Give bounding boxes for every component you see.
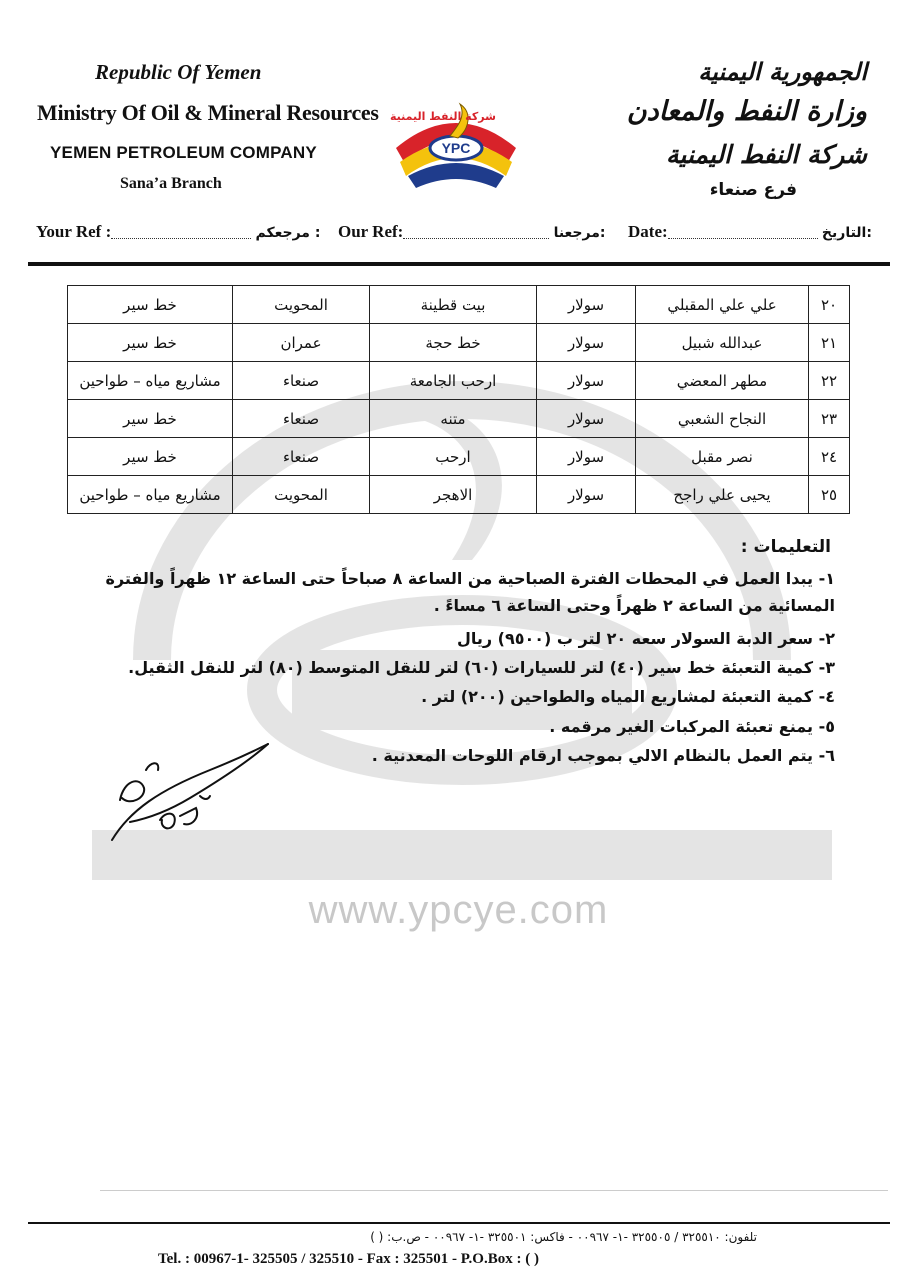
cell-place: خط حجة bbox=[370, 324, 537, 362]
cell-place: ارحب الجامعة bbox=[370, 362, 537, 400]
cell-name: مطهر المعضي bbox=[636, 362, 809, 400]
your-ref bbox=[36, 222, 320, 242]
header-company-ar: شركة النفط اليمنية bbox=[666, 140, 867, 169]
cell-name: عبدالله شبيل bbox=[636, 324, 809, 362]
header-republic-ar: الجمهورية اليمنية bbox=[698, 58, 867, 86]
cell-category: خط سير bbox=[68, 400, 233, 438]
cell-num: ٢٣ bbox=[809, 400, 850, 438]
cell-gov: صنعاء bbox=[233, 438, 370, 476]
header-company-en: YEMEN PETROLEUM COMPANY bbox=[50, 143, 317, 162]
cell-fuel: سولار bbox=[537, 286, 636, 324]
cell-num: ٢٤ bbox=[809, 438, 850, 476]
instruction-6: ٦- يتم العمل بالنظام الالي بموجب ارقام اللوحات المعدنية . bbox=[371, 746, 835, 765]
instructions-title: التعليمات : bbox=[740, 537, 831, 557]
table-row bbox=[68, 438, 850, 476]
logo-arabic-text: شركة النفط اليمنية bbox=[390, 110, 496, 123]
table-row bbox=[68, 476, 850, 514]
instruction-5: ٥- يمنع تعبئة المركبات الغير مرقمه . bbox=[549, 717, 835, 736]
cell-gov: صنعاء bbox=[233, 362, 370, 400]
cell-place: بيت قطينة bbox=[370, 286, 537, 324]
footer-contact-en: Tel. : 00967-1- 325505 / 325510 - Fax : 325501 - P.O.Box : ( ) bbox=[158, 1251, 539, 1267]
signature bbox=[100, 740, 280, 850]
table-row bbox=[68, 400, 850, 438]
footer-rule bbox=[28, 1222, 890, 1224]
instruction-2: ٢- سعر الدبة السولار سعه ٢٠ لتر ب (٩٥٠٠) ريال bbox=[456, 629, 835, 648]
cell-category: خط سير bbox=[68, 324, 233, 362]
date-label: Date: bbox=[628, 222, 668, 241]
table-row bbox=[68, 362, 850, 400]
cell-num: ٢٥ bbox=[809, 476, 850, 514]
our-ref-label: Our Ref: bbox=[338, 222, 404, 241]
cell-gov: صنعاء bbox=[233, 400, 370, 438]
table-row bbox=[68, 286, 850, 324]
cell-name: النجاح الشعبي bbox=[636, 400, 809, 438]
cell-fuel: سولار bbox=[537, 324, 636, 362]
instruction-4: ٤- كمية التعبئة لمشاريع المياه والطواحين (٢٠٠) لتر . bbox=[421, 687, 835, 706]
cell-name: يحيى علي راجح bbox=[636, 476, 809, 514]
your-ref-label-ar: مرجعكم : bbox=[255, 225, 321, 241]
date-ref bbox=[628, 222, 872, 242]
cell-place: متنه bbox=[370, 400, 537, 438]
footer-contact-ar: تلفون: ٣٢٥٥١٠ / ٣٢٥٥٠٥ -١- ٠٠٩٦٧ - فاكس: ٣٢٥٥٠١ -١- ٠٠٩٦٧ - ص.ب: ( ) bbox=[370, 1230, 757, 1244]
header-republic-en: Republic Of Yemen bbox=[95, 60, 262, 84]
cell-category: خط سير bbox=[68, 438, 233, 476]
cell-place: ارحب bbox=[370, 438, 537, 476]
header-branch-en: Sana’a Branch bbox=[120, 175, 222, 192]
cell-category: مشاريع مياه – طواحين bbox=[68, 362, 233, 400]
cell-gov: المحويت bbox=[233, 476, 370, 514]
cell-place: الاهجر bbox=[370, 476, 537, 514]
cell-fuel: سولار bbox=[537, 438, 636, 476]
our-ref-label-ar: مرجعنا: bbox=[553, 225, 606, 241]
header-rule bbox=[28, 262, 890, 266]
cell-name: علي علي المقبلي bbox=[636, 286, 809, 324]
cell-num: ٢١ bbox=[809, 324, 850, 362]
header-ministry-en: Ministry Of Oil & Mineral Resources bbox=[37, 100, 379, 125]
cell-num: ٢٠ bbox=[809, 286, 850, 324]
cell-category: خط سير bbox=[68, 286, 233, 324]
footer-faint-rule bbox=[100, 1190, 888, 1191]
cell-fuel: سولار bbox=[537, 476, 636, 514]
cell-name: نصر مقبل bbox=[636, 438, 809, 476]
our-ref bbox=[338, 222, 606, 242]
cell-num: ٢٢ bbox=[809, 362, 850, 400]
cell-gov: عمران bbox=[233, 324, 370, 362]
cell-gov: المحويت bbox=[233, 286, 370, 324]
your-ref-label: Your Ref : bbox=[36, 222, 112, 241]
stations-table bbox=[67, 285, 850, 514]
ypc-logo bbox=[388, 96, 524, 196]
cell-category: مشاريع مياه – طواحين bbox=[68, 476, 233, 514]
instruction-3: ٣- كمية التعبئة خط سير (٤٠) لتر للسيارات (٦٠) لتر للنقل المتوسط (٨٠) لتر للنقل الثقيل. bbox=[128, 658, 835, 677]
header-branch-ar: فرع صنعاء bbox=[709, 180, 797, 200]
table-row bbox=[68, 324, 850, 362]
cell-fuel: سولار bbox=[537, 400, 636, 438]
logo-ypc-text: YPC bbox=[441, 140, 471, 156]
cell-fuel: سولار bbox=[537, 362, 636, 400]
website-watermark: www.ypcye.com bbox=[308, 888, 609, 932]
date-label-ar: التاريخ: bbox=[821, 225, 872, 241]
header-ministry-ar: وزارة النفط والمعادن bbox=[626, 96, 867, 127]
instruction-1: ١- يبدا العمل في المحطات الفترة الصباحية من الساعة ٨ صباحاً حتى الساعة ١٢ ظهراً والفترة المسائية من الساعة ٢ ظهراً وحتى الساعة ٦ مساءً . bbox=[105, 569, 835, 615]
